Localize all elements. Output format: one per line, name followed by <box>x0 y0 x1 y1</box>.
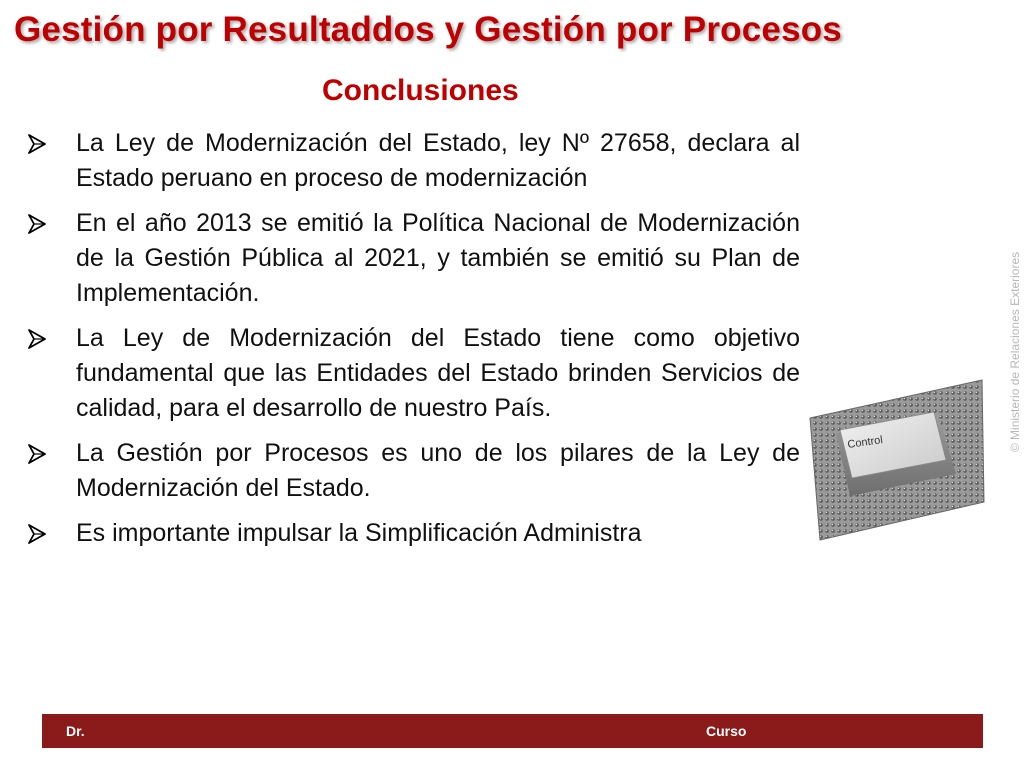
arrow-check-bullet-icon <box>26 213 48 235</box>
bullet-item <box>26 206 800 311</box>
control-key-photo <box>806 378 986 542</box>
copyright-watermark: © Ministerio de Relaciones Exteriores <box>1008 251 1022 453</box>
bullet-item <box>26 516 800 551</box>
footer-course: Curso <box>706 723 747 739</box>
footer-bar <box>42 714 983 748</box>
arrow-check-bullet-icon <box>26 328 48 350</box>
arrow-check-bullet-icon <box>26 443 48 465</box>
bullet-text: En el año 2013 se emitió la Política Nacional de Modernización de la Gestión Pública al 2021, y también se emitió su Plan de Implementación. <box>76 209 800 307</box>
slide-title: Gestión por Resultaddos y Gestión por Procesos <box>14 10 842 49</box>
bullet-text: Es importante impulsar la Simplificación Administra <box>76 519 642 547</box>
bullet-text: La Ley de Modernización del Estado, ley Nº 27658, declara al Estado peruano en proceso de modernización <box>76 129 800 192</box>
bullet-item <box>26 126 800 196</box>
bullet-list <box>26 126 800 561</box>
bullet-text: La Gestión por Procesos es uno de los pilares de la Ley de Modernización del Estado. <box>76 439 800 502</box>
bullet-item <box>26 436 800 506</box>
bullet-text: La Ley de Modernización del Estado tiene como objetivo fundamental que las Entidades del Estado brinden Servicios de calidad, para el desarrollo de nuestro País. <box>76 324 800 422</box>
bullet-item <box>26 321 800 426</box>
arrow-check-bullet-icon <box>26 523 48 545</box>
key-label: Control <box>846 434 884 451</box>
footer-author: Dr. <box>66 723 85 739</box>
arrow-check-bullet-icon <box>26 133 48 155</box>
slide-subtitle: Conclusiones <box>322 74 519 107</box>
